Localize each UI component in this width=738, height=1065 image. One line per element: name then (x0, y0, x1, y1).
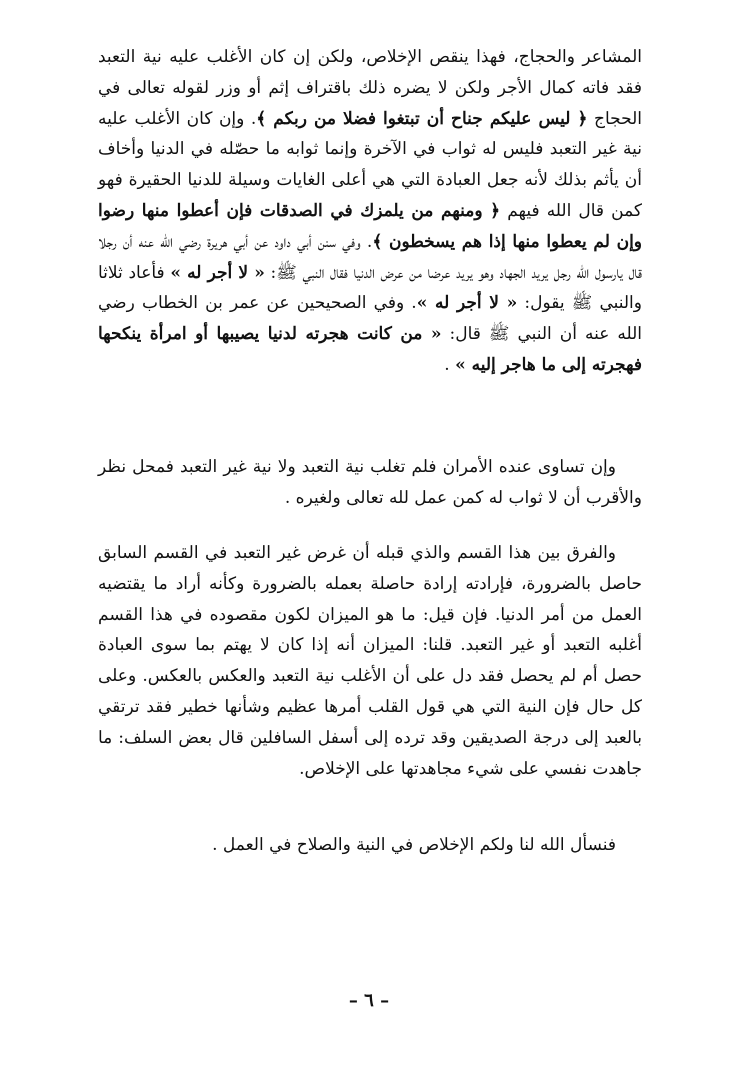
quran-verse: ﴿ ليس عليكم جناح أن تبتغوا فضلا من ربكم ﴾ (256, 108, 588, 129)
paragraph-text: . وإن كان الأغلب عليه نية غير التعبد فليس له ثواب في الآخرة وإنما ثوابه ما حصّله في الدنيا وأخاف أن يأثم بذلك لأنه جعل العبادة التي هي أعلى الغايات وسيلة للدنيا الحقيرة فهو كمن قال الله فيهم (98, 108, 642, 221)
paragraph-text: . (444, 354, 456, 375)
paragraph-text: والفرق بين هذا القسم والذي قبله أن غرض غير التعبد في القسم السابق حاصل بالضرورة، فإرادته إرادة حاصلة بعمله بالضرورة وكأنه أراد ما يقتضيه العمل من أمر الدنيا. فإن قيل: ما هو الميزان لكون مقصوده في هذا القسم أغلبه التعبد أو غير التعبد. قلنا: الميزان أنه إذا كان لا يهتم بما سوى العبادة حصل أم لم يحصل فقد دل على أن الأغلب نية التعبد والعكس بالعكس. وعلى كل حال فإن النية التي هي قول القلب أمرها عظيم وشأنها خطير فقد ترتقي بالعبد إلى درجة الصديقين وقد ترده إلى أسفل السافلين قال بعض السلف: ما جاهدت نفسي على شيء مجاهدتها على الإخلاص. (98, 543, 642, 779)
page-number: – ٦ – (348, 990, 390, 1011)
paragraph-text: وإن تساوى عنده الأمران فلم تغلب نية التعبد ولا نية غير التعبد فمحل نظر والأقرب أن لا ثواب له كمن عمل لله تعالى ولغيره . (98, 457, 642, 508)
hadith-quote: « من كانت هجرته لدنيا يصيبها أو امرأة ينكحها فهجرته إلى ما هاجر إليه » (98, 324, 642, 375)
paragraph-text: المشاعر والحجاج، فهذا ينقص الإخلاص، ولكن إن كان الأغلب عليه نية التعبد فقد فاته كمال الأجر ولكن لا يضره ذلك باقتراف إثم أو وزر لقوله تعالى في الحجاج (98, 47, 642, 129)
paragraph-2 (98, 452, 642, 514)
quran-verse: ﴿ ومنهم من يلمزك في الصدقات فإن أعطوا منها رضوا وإن لم يعطوا منها إذا هم يسخطون ﴾ (98, 200, 642, 252)
paragraph-text: فأعاد ثلاثا والنبي ﷺ يقول: (98, 262, 642, 314)
paragraph-text: . وفي الصحيحين عن عمر بن الخطاب رضي الله عنه أن النبي ﷺ قال: (98, 293, 642, 345)
paragraph-text: فنسأل الله لنا ولكم الإخلاص في النية والصلاح في العمل . (212, 835, 616, 855)
paragraph-4 (98, 830, 642, 861)
paragraph-1 (98, 42, 642, 381)
paragraph-text: . وفي سنن أبي داود عن أبي هريرة رضي الله عنه أن رجلا قال يارسول الله رجل يريد الجهاد وهو يريد عرضا من عرض الدنيا فقال النبي ﷺ: (98, 231, 642, 283)
hadith-quote: « لا أجر له » (416, 293, 518, 314)
hadith-quote: « لا أجر له » (170, 262, 265, 283)
paragraph-3 (98, 538, 642, 784)
